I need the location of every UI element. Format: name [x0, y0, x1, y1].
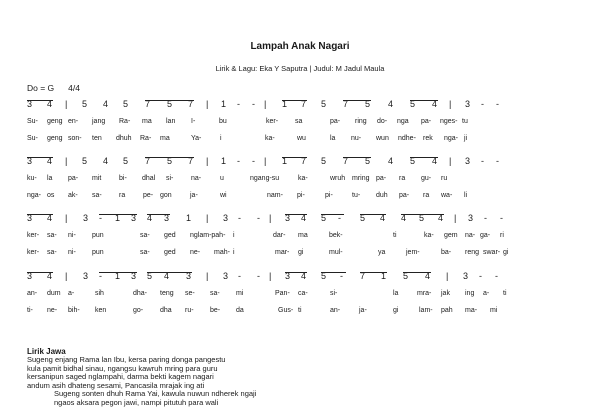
note: 5 [147, 271, 152, 281]
note: 5 [167, 156, 172, 166]
lyric-syllable: ka- [298, 175, 308, 182]
lyric-syllable: pi- [325, 192, 333, 199]
bar-line: | [206, 271, 208, 281]
lyric-syllable: mar- [275, 249, 289, 256]
lyric-syllable: pi- [297, 192, 305, 199]
lyric-syllable: ja- [190, 192, 198, 199]
note: 4 [388, 156, 393, 166]
lyric-row [0, 307, 600, 319]
note: 5 [321, 213, 326, 223]
note: 7 [301, 99, 306, 109]
beam-underline [27, 272, 53, 273]
note: 3 [465, 156, 470, 166]
note: 7 [145, 99, 150, 109]
note: 5 [321, 156, 326, 166]
note: 5 [410, 156, 415, 166]
note: 5 [82, 156, 87, 166]
lyric-syllable: sa [295, 118, 302, 125]
lyric-syllable: ti [298, 307, 302, 314]
lyric-syllable: Su- [27, 118, 38, 125]
lyric-syllable: ra [399, 175, 405, 182]
lyric-syllable: la [393, 290, 398, 297]
lyric-syllable: an- [330, 307, 340, 314]
lyric-syllable: tu [462, 118, 468, 125]
lyric-syllable: gu- [421, 175, 431, 182]
lyric-syllable: be- [210, 307, 220, 314]
lirik-line: andum asih dhateng sesami, Pancasila mrajak ing ati [27, 382, 256, 391]
lyric-syllable: nga- [27, 192, 41, 199]
note: 5 [82, 99, 87, 109]
lyric-row [0, 135, 600, 147]
lyric-syllable: si- [166, 175, 173, 182]
note: 1 [115, 271, 120, 281]
note: 5 [365, 156, 370, 166]
lyric-row [0, 249, 600, 261]
note: 3 [83, 271, 88, 281]
lirik-line: kula pamit bidhal sinau, ngangsu kawruh mring para guru [27, 365, 256, 374]
note: 1 [221, 156, 226, 166]
lyric-syllable: Gus- [278, 307, 293, 314]
lyric-syllable: wi [220, 192, 227, 199]
lyric-syllable: lan [166, 118, 175, 125]
bar-line: | [65, 271, 67, 281]
lyric-syllable: wruh [330, 175, 345, 182]
bar-line: | [454, 213, 456, 223]
note: 4 [47, 99, 52, 109]
lyric-row [0, 118, 600, 130]
lyric-syllable: ru [441, 175, 447, 182]
lyric-syllable: ing [465, 290, 474, 297]
note: 1 [381, 271, 386, 281]
lyric-syllable: na- [191, 175, 201, 182]
note: 3 [285, 271, 290, 281]
lyric-syllable: i [233, 232, 235, 239]
lyric-syllable: ma [160, 135, 170, 142]
lyric-syllable: la [330, 135, 335, 142]
lyric-syllable: pa- [421, 118, 431, 125]
notation-row [0, 99, 600, 111]
note: 7 [360, 271, 365, 281]
note: 7 [188, 156, 193, 166]
lyric-syllable: da [236, 307, 244, 314]
note: - [481, 99, 484, 109]
lyric-syllable: ken [95, 307, 106, 314]
lyric-syllable: ka- [265, 135, 275, 142]
lyric-syllable: na- [465, 232, 475, 239]
lirik-jawa-text [27, 356, 256, 407]
note: - [99, 213, 102, 223]
lyric-syllable: ca- [298, 290, 308, 297]
note: 4 [164, 271, 169, 281]
lyric-syllable: os [47, 192, 54, 199]
lyric-syllable: lam- [419, 307, 433, 314]
note: 5 [321, 99, 326, 109]
lirik-jawa-title: Lirik Jawa [27, 347, 66, 356]
note: 4 [47, 271, 52, 281]
note: - [479, 271, 482, 281]
bar-line: | [65, 213, 67, 223]
note: - [496, 99, 499, 109]
song-credit: Lirik & Lagu: Eka Y Saputra | Judul: M Jadul Maula [0, 64, 600, 73]
beam-underline [145, 100, 194, 101]
lyric-syllable: ji [464, 135, 467, 142]
lyric-syllable: teng [160, 290, 174, 297]
beam-underline [343, 100, 371, 101]
beam-underline [360, 214, 386, 215]
beam-underline [282, 100, 307, 101]
note: 1 [115, 213, 120, 223]
beam-underline [360, 272, 387, 273]
bar-line: | [449, 99, 451, 109]
lyric-syllable: geng [47, 118, 63, 125]
lyric-syllable: ma [142, 118, 152, 125]
note: 3 [285, 213, 290, 223]
beam-underline [282, 157, 307, 158]
beam-underline [321, 214, 344, 215]
beam-underline [403, 272, 431, 273]
note: 4 [401, 213, 406, 223]
note: 3 [468, 213, 473, 223]
lyric-syllable: mah- [214, 249, 230, 256]
lyric-syllable: ne- [47, 307, 57, 314]
lyric-syllable: go- [133, 307, 143, 314]
note: - [481, 156, 484, 166]
lyric-syllable: ti [503, 290, 507, 297]
bar-line: | [449, 156, 451, 166]
note: 5 [360, 213, 365, 223]
note: 4 [47, 213, 52, 223]
notation-row [0, 156, 600, 168]
lyric-syllable: nges- [440, 118, 458, 125]
note: 5 [365, 99, 370, 109]
lyric-syllable: ndhe- [398, 135, 416, 142]
beam-underline [99, 272, 137, 273]
note: 4 [103, 156, 108, 166]
lyric-syllable: sa- [140, 249, 150, 256]
note: 3 [27, 213, 32, 223]
lyric-syllable: I- [191, 118, 195, 125]
beam-underline [27, 157, 53, 158]
lyric-syllable: mi [490, 307, 497, 314]
lyric-syllable: ba- [441, 249, 451, 256]
note: 5 [410, 99, 415, 109]
lyric-syllable: ngang-su [250, 175, 279, 182]
note: 5 [321, 271, 326, 281]
note: 3 [186, 271, 191, 281]
lyric-syllable: jak [441, 290, 450, 297]
note: - [238, 271, 241, 281]
note: - [237, 156, 240, 166]
lyric-syllable: pun [92, 249, 104, 256]
lyric-syllable: i [220, 135, 222, 142]
bar-line: | [206, 156, 208, 166]
lyric-syllable: dha- [133, 290, 147, 297]
song-title: Lampah Anak Nagari [0, 41, 600, 52]
time-signature: 4/4 [68, 83, 80, 93]
lyric-syllable: jem- [406, 249, 420, 256]
lyric-syllable: bu [219, 118, 227, 125]
note: 7 [343, 99, 348, 109]
beam-underline [343, 157, 371, 158]
lyric-syllable: dum [47, 290, 61, 297]
lyric-syllable: ja- [359, 307, 367, 314]
lyric-syllable: tu- [352, 192, 360, 199]
notation-row [0, 271, 600, 283]
lyric-syllable: ker- [27, 232, 39, 239]
lyric-syllable: jang [92, 118, 105, 125]
bar-line: | [446, 271, 448, 281]
lyric-syllable: ti [393, 232, 397, 239]
lyric-row [0, 192, 600, 204]
bar-line: | [206, 99, 208, 109]
lyric-syllable: dha [160, 307, 172, 314]
lirik-line: Sugeng sonten dhuh Rama Yai, kawula nuwun ndherek ngaji [27, 390, 256, 399]
lyric-syllable: wun [376, 135, 389, 142]
note: - [338, 213, 341, 223]
lyric-syllable: Pan- [275, 290, 290, 297]
lyric-syllable: ka- [424, 232, 434, 239]
lyric-syllable: ri [500, 232, 504, 239]
lyric-row [0, 175, 600, 187]
lyric-syllable: sa- [47, 249, 57, 256]
lyric-row [0, 290, 600, 302]
lyric-syllable: sa- [140, 232, 150, 239]
note: 3 [223, 213, 228, 223]
lyric-syllable: ged [164, 249, 176, 256]
note: 3 [27, 271, 32, 281]
note: 4 [425, 271, 430, 281]
note: 3 [131, 213, 136, 223]
bar-line: | [65, 156, 67, 166]
lyric-syllable: ged [164, 232, 176, 239]
beam-underline [321, 272, 346, 273]
lyric-syllable: nu- [351, 135, 361, 142]
lyric-syllable: pa- [376, 175, 386, 182]
beam-underline [27, 100, 53, 101]
note: 4 [380, 213, 385, 223]
lyric-syllable: pe- [143, 192, 153, 199]
lyric-syllable: nam- [267, 192, 283, 199]
note: - [496, 156, 499, 166]
lyric-syllable: reng [465, 249, 479, 256]
note: - [99, 271, 102, 281]
lyric-syllable: ra [119, 192, 125, 199]
lyric-syllable: ku- [27, 175, 37, 182]
note: 4 [438, 213, 443, 223]
note: - [495, 271, 498, 281]
note: - [340, 271, 343, 281]
beam-underline [401, 214, 444, 215]
lyric-syllable: li [464, 192, 467, 199]
note: 4 [432, 156, 437, 166]
note: 1 [282, 99, 287, 109]
lyric-syllable: pa- [330, 118, 340, 125]
note: 7 [188, 99, 193, 109]
note: 7 [343, 156, 348, 166]
lyric-syllable: bi- [119, 175, 127, 182]
lyric-syllable: nga [397, 118, 409, 125]
lyric-syllable: en- [68, 118, 78, 125]
lyric-syllable: i [233, 249, 235, 256]
bar-line: | [264, 99, 266, 109]
beam-underline [410, 157, 438, 158]
lyric-syllable: rek [423, 135, 433, 142]
lyric-syllable: ni- [68, 232, 76, 239]
lirik-line: Sugeng enjang Rama lan Ibu, kersa paring donga pangestu [27, 356, 256, 365]
lyric-syllable: pun [92, 232, 104, 239]
lyric-syllable: ker- [266, 118, 278, 125]
beam-underline [410, 100, 438, 101]
lyric-syllable: mring [352, 175, 370, 182]
lyric-syllable: ne- [190, 249, 200, 256]
note: - [484, 213, 487, 223]
lyric-syllable: ru- [185, 307, 194, 314]
lyric-syllable: ker- [27, 249, 39, 256]
lyric-syllable: ra [423, 192, 429, 199]
lyric-syllable: pah [441, 307, 453, 314]
lyric-syllable: ga- [480, 232, 490, 239]
note: 5 [403, 271, 408, 281]
note: 4 [301, 213, 306, 223]
note: - [238, 213, 241, 223]
lyric-syllable: a- [483, 290, 489, 297]
lyric-syllable: ten [92, 135, 102, 142]
lyric-syllable: sih [95, 290, 104, 297]
lyric-syllable: sa- [47, 232, 57, 239]
lirik-line: ngaos aksara pegon jawi, nampi pitutuh para wali [27, 399, 256, 407]
beam-underline [99, 214, 137, 215]
note: 5 [123, 99, 128, 109]
lyric-syllable: dar- [273, 232, 285, 239]
key-do: Do = G [27, 83, 54, 93]
bar-line: | [269, 271, 271, 281]
lyric-syllable: Ra- [119, 118, 130, 125]
note: - [257, 213, 260, 223]
lyric-syllable: do- [377, 118, 387, 125]
lyric-syllable: ya [378, 249, 385, 256]
lyric-syllable: gi [503, 249, 508, 256]
lyric-syllable: pa- [68, 175, 78, 182]
lyric-syllable: an- [27, 290, 37, 297]
lyric-syllable: dhal [142, 175, 155, 182]
lyric-syllable: geng [47, 135, 63, 142]
note: 5 [167, 99, 172, 109]
note: 3 [465, 99, 470, 109]
note: - [257, 271, 260, 281]
notation-row [0, 213, 600, 225]
note: - [500, 213, 503, 223]
note: 5 [123, 156, 128, 166]
lyric-syllable: se- [185, 290, 195, 297]
lyric-row [0, 232, 600, 244]
note: - [237, 99, 240, 109]
lyric-syllable: ma- [465, 307, 477, 314]
lyric-syllable: duh [376, 192, 388, 199]
note: 4 [432, 99, 437, 109]
note: 3 [83, 213, 88, 223]
note: 3 [27, 99, 32, 109]
lyric-syllable: wa- [441, 192, 452, 199]
lyric-syllable: dhuh [116, 135, 132, 142]
lirik-line: kersanipun saged nglampahi, darma bekti kagem nagari [27, 373, 256, 382]
lyric-syllable: a- [68, 290, 74, 297]
bar-line: | [269, 213, 271, 223]
note: 3 [164, 213, 169, 223]
lyric-syllable: gi [393, 307, 398, 314]
lyric-syllable: nglam-pah- [190, 232, 225, 239]
note: - [252, 156, 255, 166]
note: 3 [223, 271, 228, 281]
lyric-syllable: ti- [27, 307, 33, 314]
note: 4 [388, 99, 393, 109]
beam-underline [285, 272, 307, 273]
note: 1 [186, 213, 191, 223]
note: 4 [47, 156, 52, 166]
lyric-syllable: mul- [329, 249, 343, 256]
note: 3 [131, 271, 136, 281]
lyric-syllable: Ya- [191, 135, 201, 142]
note: 1 [282, 156, 287, 166]
lyric-syllable: pa- [399, 192, 409, 199]
bar-line: | [206, 213, 208, 223]
key-signature [27, 83, 80, 93]
bar-line: | [264, 156, 266, 166]
lyric-syllable: ak- [68, 192, 78, 199]
beam-underline [285, 214, 307, 215]
lyric-syllable: gem [444, 232, 458, 239]
lyric-syllable: mi [236, 290, 243, 297]
beam-underline [147, 272, 192, 273]
note: 7 [301, 156, 306, 166]
note: 4 [147, 213, 152, 223]
lyric-syllable: wu [297, 135, 306, 142]
lyric-syllable: ni- [68, 249, 76, 256]
lyric-syllable: Ra- [140, 135, 151, 142]
lyric-syllable: bek- [329, 232, 343, 239]
beam-underline [147, 214, 170, 215]
lyric-syllable: ma [298, 232, 308, 239]
lyric-syllable: u [220, 175, 224, 182]
lyric-syllable: mit [92, 175, 101, 182]
note: 4 [301, 271, 306, 281]
lyric-syllable: sa- [92, 192, 102, 199]
lyric-syllable: mra- [417, 290, 431, 297]
note: 3 [463, 271, 468, 281]
note: - [252, 99, 255, 109]
lyric-syllable: gon [160, 192, 172, 199]
lyric-syllable: Su- [27, 135, 38, 142]
lyric-syllable: nga- [444, 135, 458, 142]
lyric-syllable: son- [68, 135, 82, 142]
lyric-syllable: gi [298, 249, 303, 256]
note: 4 [103, 99, 108, 109]
lyric-syllable: si- [330, 290, 337, 297]
lyric-syllable: la [47, 175, 52, 182]
lyric-syllable: ring [355, 118, 367, 125]
note: 7 [145, 156, 150, 166]
note: 5 [419, 213, 424, 223]
lyric-syllable: sa- [210, 290, 220, 297]
beam-underline [27, 214, 53, 215]
note: 1 [221, 99, 226, 109]
lyric-syllable: bih- [68, 307, 80, 314]
note: 3 [27, 156, 32, 166]
beam-underline [145, 157, 194, 158]
lyric-syllable: swar- [483, 249, 500, 256]
bar-line: | [65, 99, 67, 109]
